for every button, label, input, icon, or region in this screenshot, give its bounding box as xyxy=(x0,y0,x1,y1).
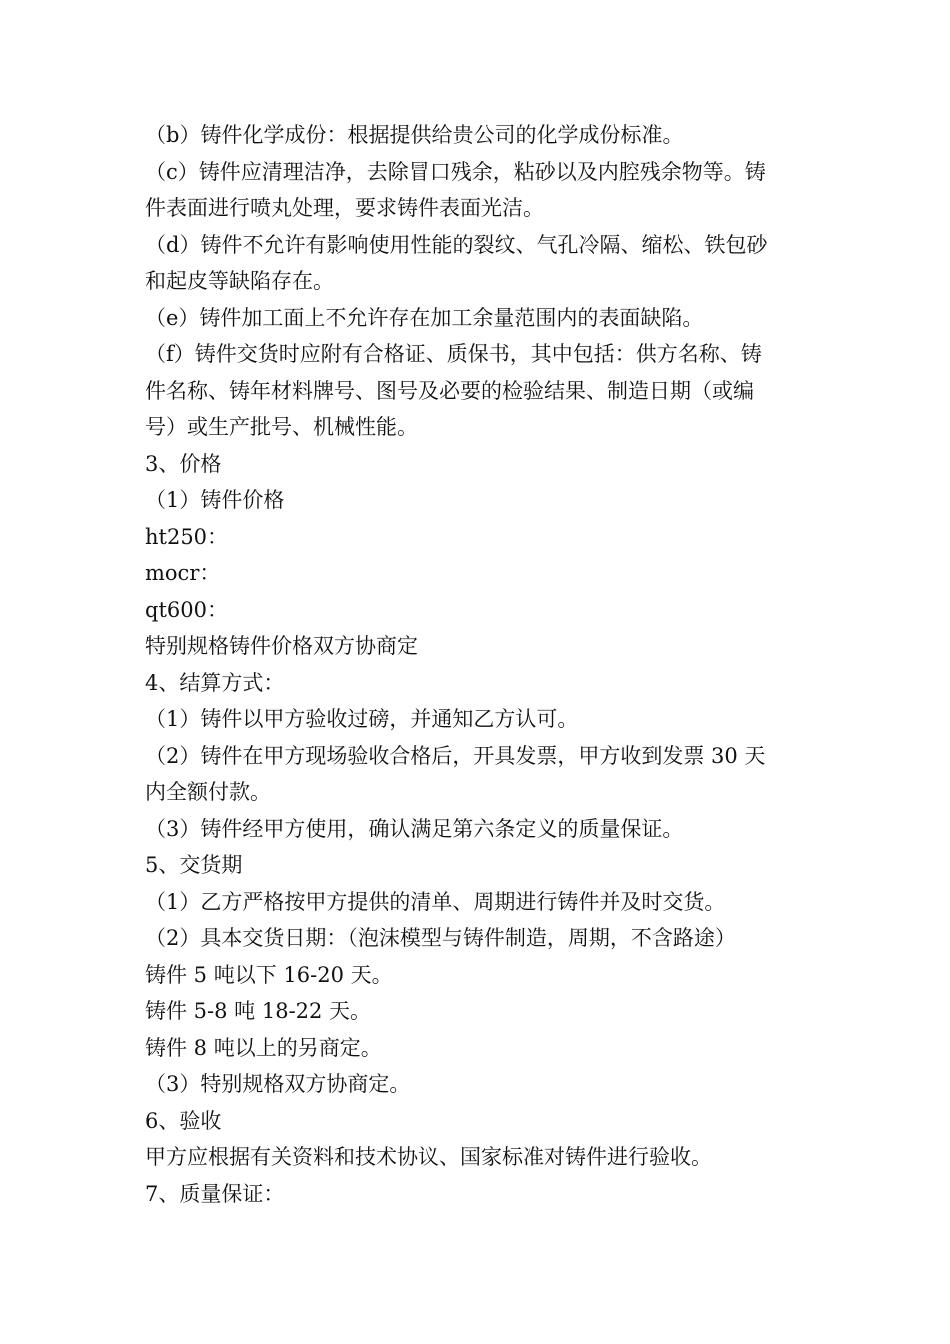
text-line: （c）铸件应清理洁净，去除冒口残余，粘砂以及内腔残余物等。铸 xyxy=(145,159,766,184)
text-line: （d）铸件不允许有影响使用性能的裂纹、气孔冷隔、缩松、铁包砂 xyxy=(145,232,768,257)
section-heading-quality: 7、质量保证： xyxy=(145,1181,285,1206)
text-line: ht250： xyxy=(145,524,229,549)
text-line: （1）铸件价格 xyxy=(145,488,285,512)
text-line: （f）铸件交货时应附有合格证、质保书，其中包括：供方名称、铸 xyxy=(145,342,762,366)
text-line: 铸件 5 吨以下 16-20 天。 xyxy=(145,962,393,987)
text-line: 铸件 5-8 吨 18-22 天。 xyxy=(145,999,372,1023)
text-line: 内全额付款。 xyxy=(145,780,271,804)
text-line: 铸件 8 吨以上的另商定。 xyxy=(145,1035,382,1060)
document-body xyxy=(145,117,810,1212)
text-line: 特别规格铸件价格双方协商定 xyxy=(145,634,418,658)
text-line: 件表面进行喷丸处理，要求铸件表面光洁。 xyxy=(145,196,544,220)
section-heading-settlement: 4、结算方式： xyxy=(145,670,285,695)
text-line: 号）或生产批号、机械性能。 xyxy=(145,415,418,439)
text-line: （3）铸件经甲方使用，确认满足第六条定义的质量保证。 xyxy=(145,816,684,841)
text-line: mocr： xyxy=(145,561,221,585)
text-line: （2）具本交货日期：（泡沫模型与铸件制造，周期，不含路途） xyxy=(145,926,736,950)
text-line: （3）特别规格双方协商定。 xyxy=(145,1072,411,1096)
text-line: （b）铸件化学成份：根据提供给贵公司的化学成份标准。 xyxy=(145,123,684,147)
text-line: qt600： xyxy=(145,597,228,622)
text-line: （2）铸件在甲方现场验收合格后，开具发票，甲方收到发票 30 天 xyxy=(145,743,766,768)
section-heading-acceptance: 6、验收 xyxy=(145,1108,222,1133)
text-line: 件名称、铸年材料牌号、图号及必要的检验结果、制造日期（或编 xyxy=(145,378,754,403)
text-line: （e）铸件加工面上不允许存在加工余量范围内的表面缺陷。 xyxy=(145,305,704,330)
text-line: 甲方应根据有关资料和技术协议、国家标准对铸件进行验收。 xyxy=(145,1145,712,1169)
text-line: 和起皮等缺陷存在。 xyxy=(145,269,334,293)
section-heading-price: 3、价格 xyxy=(145,451,222,476)
section-heading-delivery: 5、交货期 xyxy=(145,853,243,877)
text-line: （1）铸件以甲方验收过磅，并通知乙方认可。 xyxy=(145,707,579,731)
text-line: （1）乙方严格按甲方提供的清单、周期进行铸件并及时交货。 xyxy=(145,889,726,914)
